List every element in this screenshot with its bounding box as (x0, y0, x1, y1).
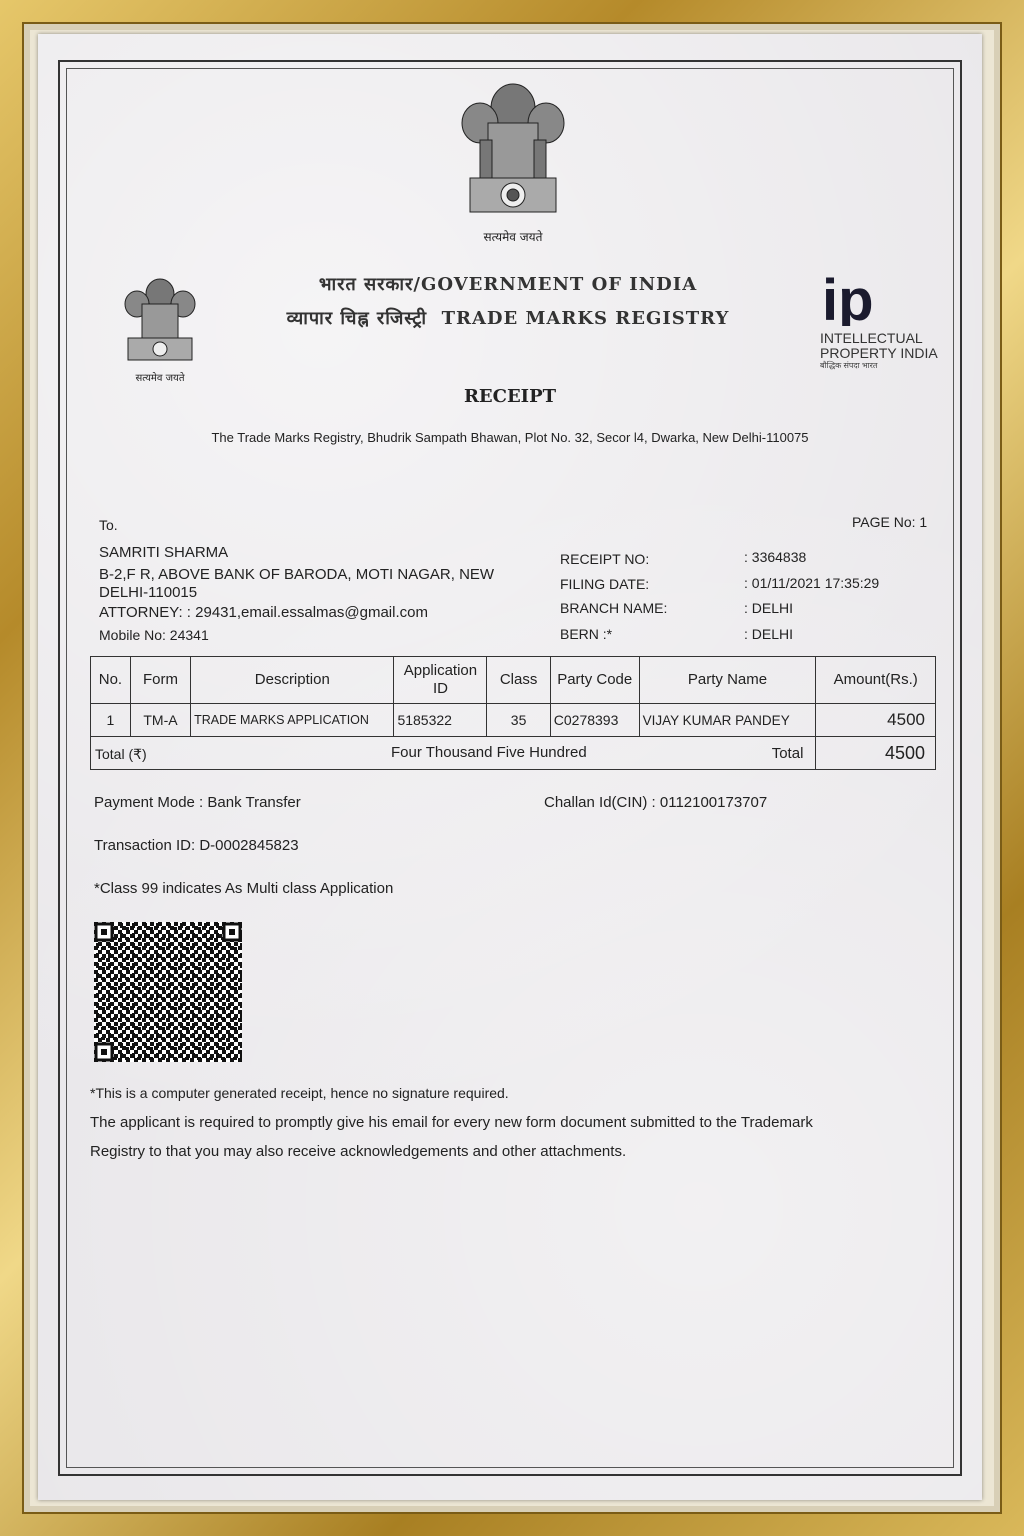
cell-form: TM-A (130, 704, 190, 737)
header-line-1 (198, 272, 818, 296)
col-form: Form (130, 657, 190, 704)
cell-description: TRADE MARKS APPLICATION (191, 704, 394, 737)
footer-note-1: *This is a computer generated receipt, hence no signature required. (90, 1085, 509, 1101)
ip-logo-icon (820, 274, 910, 326)
table-header-row (91, 657, 936, 704)
national-emblem-top-icon (458, 78, 568, 228)
total-words: Four Thousand Five Hundred (391, 744, 587, 761)
page-number: PAGE No: 1 (852, 514, 928, 530)
qr-code (94, 922, 242, 1062)
recipient-address-line1: B-2,F R, ABOVE BANK OF BARODA, MOTI NAGAR, NEW (99, 566, 495, 583)
qr-code-icon (94, 922, 242, 1062)
receipt-no-label: RECEIPT NO: (560, 551, 650, 567)
col-party-code: Party Code (550, 657, 639, 704)
cell-party-name: VIJAY KUMAR PANDEY (639, 704, 816, 737)
bern-label: BERN :* (560, 626, 613, 642)
ip-logo-line1: INTELLECTUAL (820, 330, 923, 346)
cell-no: 1 (91, 704, 131, 737)
total-amount: 4500 (816, 737, 936, 770)
emblem-motto-top: सत्यमेव जयते (483, 230, 543, 244)
header-hindi-1: भारत सरकार (318, 274, 414, 295)
header-line-2 (198, 306, 818, 330)
bern-value: : DELHI (744, 626, 794, 642)
cell-party-code: C0278393 (550, 704, 639, 737)
transaction-id: Transaction ID: D-0002845823 (94, 837, 299, 854)
footer-note-3: Registry to that you may also receive acknowledgements and other attachments. (90, 1143, 627, 1160)
receipt-no-value: : 3364838 (744, 549, 807, 565)
ip-logo-line2: PROPERTY INDIA (820, 345, 938, 361)
receipt-table (90, 656, 936, 770)
national-emblem-left-icon (120, 276, 200, 368)
cell-class: 35 (487, 704, 550, 737)
header-hindi-2: व्यापार चिह्न रजिस्ट्री (286, 308, 428, 329)
recipient-address-line2: DELHI-110015 (99, 584, 198, 601)
header-en-1: /GOVERNMENT OF INDIA (413, 274, 698, 295)
footer-note-2: The applicant is required to promptly give his email for every new form document submitted to the Trademark (90, 1114, 813, 1131)
filing-date-label: FILING DATE: (560, 576, 650, 592)
filing-date-value: : 01/11/2021 17:35:29 (744, 575, 880, 591)
receipt-paper (38, 34, 982, 1500)
branch-name-value: : DELHI (744, 600, 794, 616)
payment-mode: Payment Mode : Bank Transfer (94, 794, 301, 811)
ip-logo-line3: बौद्धिक संपदा भारत (820, 361, 878, 370)
branch-name-label: BRANCH NAME: (560, 600, 668, 616)
col-amount: Amount(Rs.) (816, 657, 936, 704)
emblem-motto-left: सत्यमेव जयते (135, 373, 185, 384)
col-no: No. (91, 657, 131, 704)
cell-application-id: 5185322 (394, 704, 487, 737)
col-class: Class (487, 657, 550, 704)
class-note: *Class 99 indicates As Multi class Application (94, 880, 394, 897)
col-description: Description (191, 657, 394, 704)
total-label: Total (₹) (95, 746, 147, 762)
ip-india-logo (820, 274, 950, 371)
to-label: To. (99, 517, 118, 533)
table-row (91, 704, 936, 737)
total-text: Total (771, 745, 804, 762)
recipient-name: SAMRITI SHARMA (99, 544, 229, 561)
cell-amount: 4500 (816, 704, 936, 737)
col-party-name: Party Name (639, 657, 816, 704)
receipt-title: RECEIPT (463, 386, 557, 407)
ip-logo-mark: ip (822, 274, 874, 326)
table-total-row (91, 737, 936, 770)
registry-address: The Trade Marks Registry, Bhudrik Sampath Bhawan, Plot No. 32, Secor l4, Dwarka, New Delhi-110075 (211, 430, 809, 445)
recipient-mobile: Mobile No: 24341 (99, 627, 209, 643)
recipient-attorney: ATTORNEY: : 29431,email.essalmas@gmail.com (99, 604, 428, 621)
challan-id: Challan Id(CIN) : 0112100173707 (544, 794, 768, 811)
col-application-id: Application ID (394, 657, 487, 704)
total-cell (91, 737, 816, 770)
header-en-2: TRADE MARKS REGISTRY (441, 308, 730, 329)
